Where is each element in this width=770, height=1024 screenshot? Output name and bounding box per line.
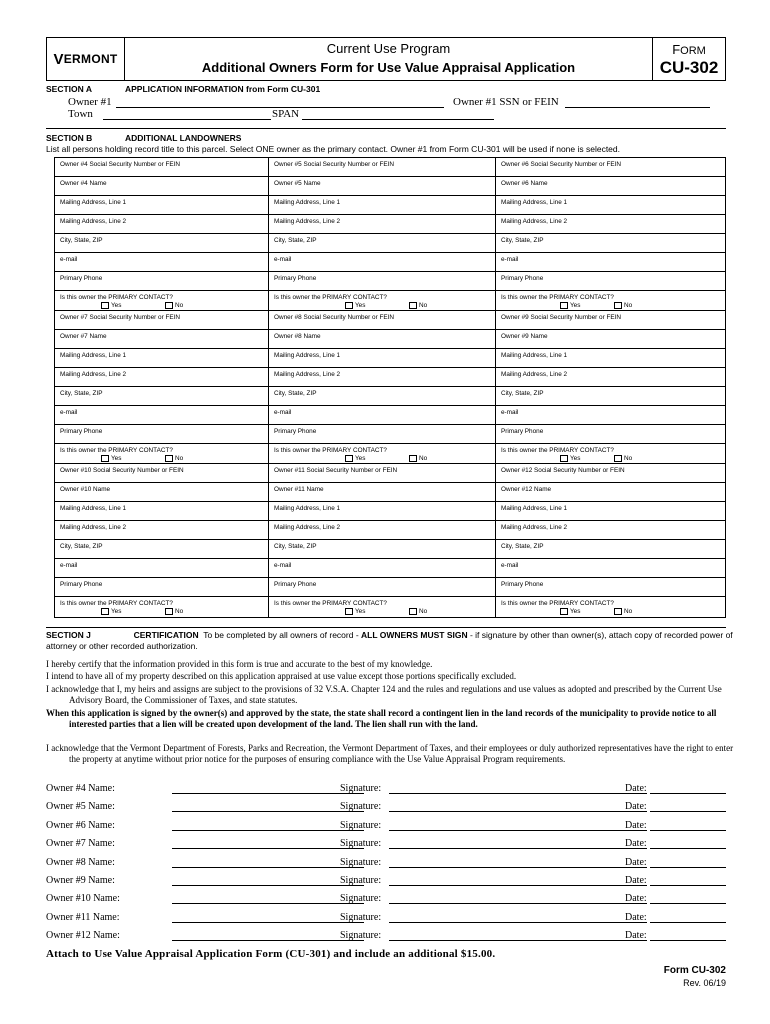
primary-contact-field (269, 291, 496, 310)
checkbox-yes-label: Yes (111, 302, 122, 309)
signature-line[interactable] (389, 830, 647, 831)
signature-label: Signature: (340, 838, 382, 850)
checkbox-no[interactable] (614, 608, 622, 615)
signature-row (46, 893, 726, 907)
section-j-intro: SECTION J CERTIFICATION To be completed by all owners of record - ALL OWNERS MUST SIGN - if signature by other than owner(s), attach copy of recorded power of attorney or other recorded authorization. (46, 630, 733, 651)
date-line[interactable] (650, 793, 726, 794)
mailing-address-1-field[interactable]: Mailing Address, Line 1 (501, 352, 568, 359)
owner-name-line[interactable] (172, 867, 364, 868)
mailing-address-2-field[interactable]: Mailing Address, Line 2 (501, 524, 568, 531)
grid-row (55, 291, 725, 311)
date-label: Date: (625, 838, 647, 850)
mailing-address-1-field[interactable]: Mailing Address, Line 1 (501, 199, 568, 206)
checkbox-yes-label: Yes (570, 455, 581, 462)
date-line[interactable] (650, 848, 726, 849)
primary-contact-yes-option[interactable] (101, 302, 121, 309)
owner-name-line[interactable] (172, 793, 364, 794)
primary-contact-question: Is this owner the PRIMARY CONTACT? (60, 294, 173, 301)
signature-line[interactable] (389, 811, 647, 812)
primary-contact-yes-option[interactable] (345, 455, 365, 462)
form-number-block (653, 38, 725, 80)
email-field[interactable]: e-mail (501, 409, 519, 416)
checkbox-no-label: No (175, 455, 184, 462)
email-field[interactable]: e-mail (55, 559, 269, 577)
cert-paragraph-1: I hereby certify that the information provided in this form is true and accurate to the best of my knowledge. (46, 659, 433, 669)
grid-row (55, 177, 725, 196)
grid-row (55, 196, 725, 215)
email-field[interactable]: e-mail (501, 256, 519, 263)
owner1-field[interactable] (68, 96, 444, 108)
owner-name-field[interactable]: Owner #8 Name (269, 330, 496, 348)
primary-contact-yes-option[interactable] (101, 608, 121, 615)
section-b-instructions: List all persons holding record title to this parcel. Select ONE owner as the primary contact. Owner #1 from Form CU-301 will be used if none is selected. (46, 144, 621, 154)
owner-name-field[interactable]: Owner #4 Name (55, 177, 269, 195)
grid-row (55, 330, 725, 349)
primary-contact-no-option[interactable] (614, 608, 632, 615)
email-field[interactable]: e-mail (269, 253, 496, 271)
checkbox-no-label: No (419, 455, 428, 462)
state-name: V ERMONT (47, 38, 125, 80)
owner-name-label: Owner #9 Name: (46, 875, 115, 886)
checkbox-yes[interactable] (101, 302, 109, 309)
primary-phone-field[interactable]: Primary Phone (55, 425, 269, 443)
owner-name-label: Owner #5 Name: (46, 801, 115, 813)
checkbox-yes-label: Yes (111, 455, 122, 462)
primary-contact-question: Is this owner the PRIMARY CONTACT? (501, 447, 614, 454)
primary-contact-field (269, 597, 496, 617)
owner-ssn-field[interactable]: Owner #8 Social Security Number or FEIN (269, 311, 496, 329)
signature-row (46, 838, 726, 852)
town-label: Town (68, 108, 93, 120)
cert-paragraph-3: I acknowledge that I, my heirs and assigns are subject to the provisions of 32 V.S.A. Chapter 124 and the rules and regulations and use values as adopted and prescribed by the Current Use Advisory Board, the Commissioner of Taxes, and state statutes. (46, 684, 722, 705)
date-label: Date: (625, 801, 647, 813)
email-field[interactable]: e-mail (269, 406, 496, 424)
footer-revision: Rev. 06/19 (683, 978, 726, 988)
primary-phone-field[interactable]: Primary Phone (269, 425, 496, 443)
mailing-address-1-field[interactable]: Mailing Address, Line 1 (269, 349, 496, 367)
signature-label: Signature: (340, 856, 382, 868)
signature-row (46, 875, 726, 889)
grid-row (55, 406, 725, 425)
owner-ssn-field[interactable]: Owner #5 Social Security Number or FEIN (269, 158, 496, 176)
grid-row (55, 464, 725, 483)
mailing-address-1-field[interactable]: Mailing Address, Line 1 (55, 502, 269, 520)
owner-ssn-field[interactable]: Owner #10 Social Security Number or FEIN (55, 464, 269, 482)
city-state-zip-field[interactable]: City, State, ZIP (269, 387, 496, 405)
primary-contact-question: Is this owner the PRIMARY CONTACT? (501, 600, 614, 607)
primary-contact-yes-option[interactable] (101, 455, 121, 462)
owner-name-label: Owner #4 Name: (46, 783, 115, 794)
primary-contact-question: Is this owner the PRIMARY CONTACT? (274, 447, 387, 454)
span-label: SPAN (272, 108, 300, 120)
checkbox-no-label: No (175, 608, 184, 615)
signature-row (46, 857, 726, 871)
city-state-zip-field[interactable]: City, State, ZIP (501, 543, 544, 550)
owner1-input-line[interactable] (116, 98, 444, 108)
section-b-heading: ADDITIONAL LANDOWNERS (125, 133, 242, 143)
section-j-label: SECTION J (46, 630, 91, 640)
city-state-zip-field[interactable]: City, State, ZIP (501, 237, 544, 244)
checkbox-no[interactable] (165, 455, 173, 462)
signature-label: Signature: (340, 819, 382, 831)
owner-name-field[interactable]: Owner #11 Name (269, 483, 496, 501)
checkbox-yes[interactable] (345, 608, 353, 615)
owner-ssn-field[interactable]: Owner #11 Social Security Number or FEIN (269, 464, 496, 482)
checkbox-no[interactable] (165, 608, 173, 615)
grid-row (55, 521, 725, 540)
primary-contact-yes-option[interactable] (345, 608, 365, 615)
checkbox-no[interactable] (409, 455, 417, 462)
checkbox-no-label: No (175, 302, 184, 309)
owner-name-field[interactable]: Owner #12 Name (501, 486, 552, 493)
owner-name-label: Owner #10 Name: (46, 893, 120, 905)
signature-line[interactable] (389, 922, 647, 923)
section-b-label: SECTION B (46, 133, 93, 143)
signature-line[interactable] (389, 793, 647, 794)
primary-contact-field (496, 597, 725, 617)
email-field[interactable]: e-mail (501, 562, 519, 569)
primary-contact-question: Is this owner the PRIMARY CONTACT? (60, 447, 173, 454)
owner-name-label: Owner #11 Name: (46, 911, 120, 923)
grid-row (55, 578, 725, 597)
date-label: Date: (625, 856, 647, 868)
primary-contact-no-option[interactable] (165, 302, 183, 309)
town-input-line[interactable] (103, 110, 271, 120)
signature-label: Signature: (340, 911, 382, 923)
checkbox-yes-label: Yes (355, 455, 366, 462)
form-word: FORM (672, 42, 706, 57)
grid-row (55, 234, 725, 253)
signature-row (46, 801, 726, 815)
form-number: CU-302 (659, 58, 719, 77)
grid-row (55, 311, 725, 330)
grid-row (55, 559, 725, 578)
primary-phone-field[interactable]: Primary Phone (55, 272, 269, 290)
primary-contact-field (55, 291, 269, 310)
primary-contact-field (496, 291, 725, 310)
owner-name-line[interactable] (172, 885, 364, 886)
grid-row (55, 425, 725, 444)
primary-phone-field[interactable]: Primary Phone (269, 272, 496, 290)
date-label: Date: (625, 893, 647, 905)
mailing-address-2-field[interactable]: Mailing Address, Line 2 (55, 215, 269, 233)
checkbox-yes-label: Yes (570, 302, 581, 309)
date-line[interactable] (650, 811, 726, 812)
signature-line[interactable] (389, 940, 647, 941)
primary-contact-question: Is this owner the PRIMARY CONTACT? (274, 600, 387, 607)
primary-phone-field[interactable]: Primary Phone (55, 578, 269, 596)
date-line[interactable] (650, 885, 726, 886)
city-state-zip-field[interactable]: City, State, ZIP (55, 387, 269, 405)
primary-phone-field[interactable]: Primary Phone (269, 578, 496, 596)
checkbox-yes[interactable] (560, 455, 568, 462)
city-state-zip-field[interactable]: City, State, ZIP (55, 234, 269, 252)
owner-ssn-field[interactable]: Owner #6 Social Security Number or FEIN (501, 161, 622, 168)
owner-name-line[interactable] (172, 830, 364, 831)
checkbox-no[interactable] (614, 455, 622, 462)
mailing-address-2-field[interactable]: Mailing Address, Line 2 (501, 371, 568, 378)
checkbox-no[interactable] (409, 302, 417, 309)
primary-contact-yes-option[interactable] (560, 455, 580, 462)
primary-contact-no-option[interactable] (409, 608, 427, 615)
checkbox-yes[interactable] (560, 302, 568, 309)
email-field[interactable]: e-mail (269, 559, 496, 577)
program-name: Current Use Program (326, 41, 451, 56)
grid-row (55, 253, 725, 272)
primary-phone-field[interactable]: Primary Phone (501, 581, 544, 588)
grid-row (55, 349, 725, 368)
owner-name-line[interactable] (172, 811, 364, 812)
date-label: Date: (625, 930, 647, 942)
checkbox-yes[interactable] (101, 608, 109, 615)
owner-name-line[interactable] (172, 903, 364, 904)
primary-contact-no-option[interactable] (165, 455, 183, 462)
date-line[interactable] (650, 940, 726, 941)
checkbox-no-label: No (624, 608, 633, 615)
mailing-address-2-field[interactable]: Mailing Address, Line 2 (269, 368, 496, 386)
cert-paragraph-2: I intend to have all of my property described on this application appraised at use value except those portions specifically excluded. (46, 671, 517, 681)
signature-label: Signature: (340, 893, 382, 905)
owner-name-label: Owner #8 Name: (46, 856, 115, 868)
cert-paragraph-4: When this application is signed by the owner(s) and approved by the state, the state shall record a contingent lien in the land records of the municipality to provide notice to all interested parties that a lien will be created upon development of the land. The lien shall run with the land. (46, 708, 717, 729)
signature-label: Signature: (340, 783, 382, 794)
primary-phone-field[interactable]: Primary Phone (501, 275, 544, 282)
primary-contact-no-option[interactable] (614, 455, 632, 462)
checkbox-yes[interactable] (560, 608, 568, 615)
primary-contact-question: Is this owner the PRIMARY CONTACT? (501, 294, 614, 301)
checkbox-no[interactable] (165, 302, 173, 309)
mailing-address-2-field[interactable]: Mailing Address, Line 2 (55, 368, 269, 386)
signature-line[interactable] (389, 885, 647, 886)
primary-phone-field[interactable]: Primary Phone (501, 428, 544, 435)
signature-label: Signature: (340, 801, 382, 813)
mailing-address-2-field[interactable]: Mailing Address, Line 2 (55, 521, 269, 539)
signature-line[interactable] (389, 867, 647, 868)
date-line[interactable] (650, 830, 726, 831)
form-title: Additional Owners Form for Use Value Appraisal Application (201, 60, 576, 75)
checkbox-yes[interactable] (345, 455, 353, 462)
owner-name-line[interactable] (172, 940, 364, 941)
grid-row (55, 502, 725, 521)
checkbox-no-label: No (419, 302, 428, 309)
primary-contact-question: Is this owner the PRIMARY CONTACT? (60, 600, 173, 607)
landowners-grid (54, 157, 726, 618)
city-state-zip-field[interactable]: City, State, ZIP (501, 390, 544, 397)
grid-row (55, 483, 725, 502)
email-field[interactable]: e-mail (55, 406, 269, 424)
mailing-address-1-field[interactable]: Mailing Address, Line 1 (501, 505, 568, 512)
checkbox-no-label: No (419, 608, 428, 615)
owner-name-field[interactable]: Owner #7 Name (55, 330, 269, 348)
section-j-heading: CERTIFICATION (133, 630, 199, 640)
grid-row (55, 444, 725, 464)
owner-name-label: Owner #7 Name: (46, 838, 115, 850)
span-input-line[interactable] (302, 110, 494, 120)
attach-instructions: Attach to Use Value Appraisal Application Form (CU-301) and include an additional $15.00. (46, 948, 496, 960)
owner-ssn-field[interactable]: Owner #7 Social Security Number or FEIN (55, 311, 269, 329)
grid-row (55, 158, 725, 177)
signature-row (46, 930, 726, 944)
grid-row (55, 387, 725, 406)
primary-contact-field (269, 444, 496, 463)
primary-contact-question: Is this owner the PRIMARY CONTACT? (274, 294, 387, 301)
checkbox-no-label: No (624, 455, 633, 462)
owner1-label: Owner #1 (68, 96, 112, 108)
signature-line[interactable] (389, 848, 647, 849)
date-line[interactable] (650, 903, 726, 904)
checkbox-yes[interactable] (101, 455, 109, 462)
signature-label: Signature: (340, 930, 382, 942)
primary-contact-no-option[interactable] (165, 608, 183, 615)
owner-ssn-field[interactable]: Owner #9 Social Security Number or FEIN (501, 314, 622, 321)
mailing-address-1-field[interactable]: Mailing Address, Line 1 (269, 502, 496, 520)
footer-form-number: Form CU-302 (663, 965, 726, 976)
owner-name-field[interactable]: Owner #6 Name (501, 180, 548, 187)
town-field[interactable] (68, 108, 271, 120)
checkbox-no[interactable] (614, 302, 622, 309)
owner-name-field[interactable]: Owner #9 Name (501, 333, 548, 340)
grid-row (55, 272, 725, 291)
owner-name-line[interactable] (172, 848, 364, 849)
primary-contact-field (55, 597, 269, 617)
owner-ssn-field[interactable]: Owner #12 Social Security Number or FEIN (501, 467, 625, 474)
owner1-ssn-label: Owner #1 SSN or FEIN (453, 96, 559, 108)
date-label: Date: (625, 911, 647, 923)
checkbox-yes-label: Yes (355, 302, 366, 309)
checkbox-yes-label: Yes (111, 608, 122, 615)
signature-label: Signature: (340, 875, 382, 886)
checkbox-yes-label: Yes (355, 608, 366, 615)
mailing-address-1-field[interactable]: Mailing Address, Line 1 (269, 196, 496, 214)
owner-name-field[interactable]: Owner #5 Name (269, 177, 496, 195)
date-label: Date: (625, 819, 647, 831)
date-label: Date: (625, 783, 647, 794)
owner1-ssn-field[interactable] (453, 96, 710, 108)
date-line[interactable] (650, 922, 726, 923)
city-state-zip-field[interactable]: City, State, ZIP (269, 234, 496, 252)
grid-row (55, 540, 725, 559)
mailing-address-2-field[interactable]: Mailing Address, Line 2 (501, 218, 568, 225)
primary-contact-yes-option[interactable] (560, 608, 580, 615)
span-field[interactable] (272, 108, 494, 120)
date-line[interactable] (650, 867, 726, 868)
signature-row (46, 912, 726, 926)
primary-contact-yes-option[interactable] (345, 302, 365, 309)
primary-contact-no-option[interactable] (409, 455, 427, 462)
signature-row (46, 783, 726, 797)
section-j-divider (46, 627, 726, 628)
checkbox-yes[interactable] (345, 302, 353, 309)
grid-row (55, 597, 725, 617)
email-field[interactable]: e-mail (55, 253, 269, 271)
mailing-address-2-field[interactable]: Mailing Address, Line 2 (269, 521, 496, 539)
mailing-address-1-field[interactable]: Mailing Address, Line 1 (55, 196, 269, 214)
checkbox-no-label: No (624, 302, 633, 309)
form-header (46, 37, 726, 81)
mailing-address-1-field[interactable]: Mailing Address, Line 1 (55, 349, 269, 367)
grid-row (55, 215, 725, 234)
section-b-divider (46, 128, 726, 129)
cert-paragraph-5: I acknowledge that the Vermont Department of Forests, Parks and Recreation, the Vermont Department of Taxes, and their employees or duly authorized representatives have the right to enter the property at anytime without prior notice for the purposes of ensuring compliance with the Use Value Appraisal Program requirements. (46, 743, 734, 764)
date-label: Date: (625, 875, 647, 886)
city-state-zip-field[interactable]: City, State, ZIP (269, 540, 496, 558)
owner-name-field[interactable]: Owner #10 Name (55, 483, 269, 501)
primary-contact-yes-option[interactable] (560, 302, 580, 309)
form-title-block (125, 38, 653, 80)
owner-name-label: Owner #6 Name: (46, 819, 115, 831)
section-a-heading: APPLICATION INFORMATION from Form CU-301 (125, 84, 321, 94)
checkbox-no[interactable] (409, 608, 417, 615)
section-a-label: SECTION A (46, 84, 92, 94)
signature-row (46, 820, 726, 834)
primary-contact-field (496, 444, 725, 463)
signature-line[interactable] (389, 903, 647, 904)
owner-name-line[interactable] (172, 922, 364, 923)
owner-name-label: Owner #12 Name: (46, 930, 120, 942)
mailing-address-2-field[interactable]: Mailing Address, Line 2 (269, 215, 496, 233)
primary-contact-field (55, 444, 269, 463)
primary-contact-no-option[interactable] (614, 302, 632, 309)
checkbox-yes-label: Yes (570, 608, 581, 615)
owner1-ssn-input-line[interactable] (565, 98, 710, 108)
primary-contact-no-option[interactable] (409, 302, 427, 309)
grid-row (55, 368, 725, 387)
owner-ssn-field[interactable]: Owner #4 Social Security Number or FEIN (55, 158, 269, 176)
city-state-zip-field[interactable]: City, State, ZIP (55, 540, 269, 558)
